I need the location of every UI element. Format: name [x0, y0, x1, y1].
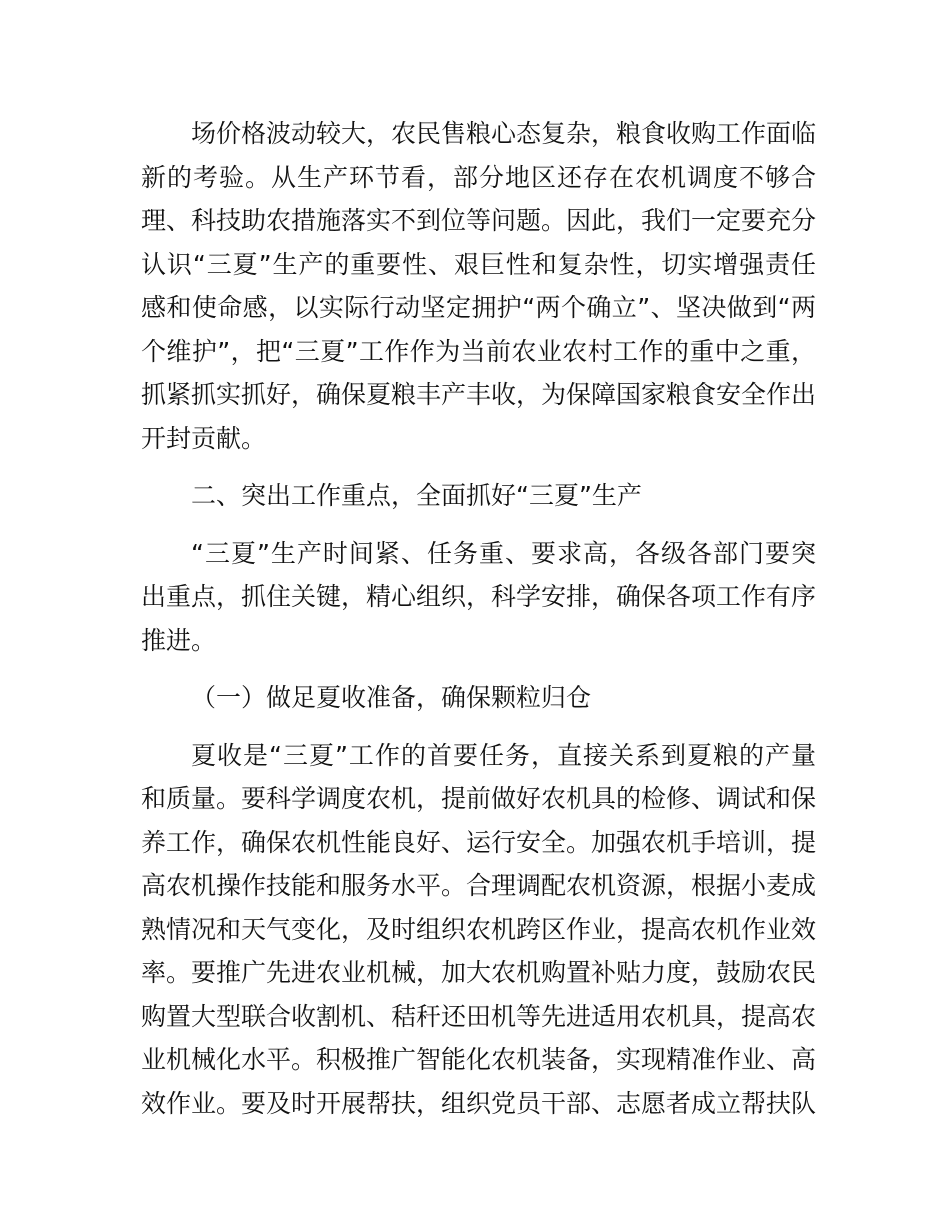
body-paragraph-1: 场价格波动较大，农民售粮心态复杂，粮食收购工作面临新的考验。从生产环节看，部分地区还存在农机调度不够合理、科技助农措施落实不到位等问题。因此，我们一定要充分认识“三夏”生产的重要性、艰巨性和复杂性，切实增强责任感和使命感，以实际行动坚定拥护“两个确立”、坚决做到“两个维护”，把“三夏”工作作为当前农业农村工作的重中之重，抓紧抓实抓好，确保夏粮丰产丰收，为保障国家粮食安全作出开封贡献。 — [141, 119, 817, 453]
section-heading-2: 二、突出工作重点，全面抓好“三夏”生产 — [191, 481, 642, 510]
body-paragraph-3: 夏收是“三夏”工作的首要任务，直接关系到夏粮的产量和质量。要科学调度农机，提前做好农机具的检修、调试和保养工作，确保农机性能良好、运行安全。加强农机手培训，提高农机操作技能和服务水平。合理调配农机资源，根据小麦成熟情况和天气变化，及时组织农机跨区作业，提高农机作业效率。要推广先进农业机械，加大农机购置补贴力度，鼓励农民购置大型联合收割机、秸秆还田机等先进适用农机具，提高农业机械化水平。积极推广智能化农机装备，实现精准作业、高效作业。要及时开展帮扶，组织党员干部、志愿者成立帮扶队 — [141, 740, 817, 1118]
body-paragraph-2: “三夏”生产时间紧、任务重、要求高，各级各部门要突出重点，抓住关键，精心组织，科学安排，确保各项工作有序推进。 — [141, 538, 817, 655]
subsection-heading-1: （一）做足夏收准备，确保颗粒归仓 — [191, 683, 592, 712]
